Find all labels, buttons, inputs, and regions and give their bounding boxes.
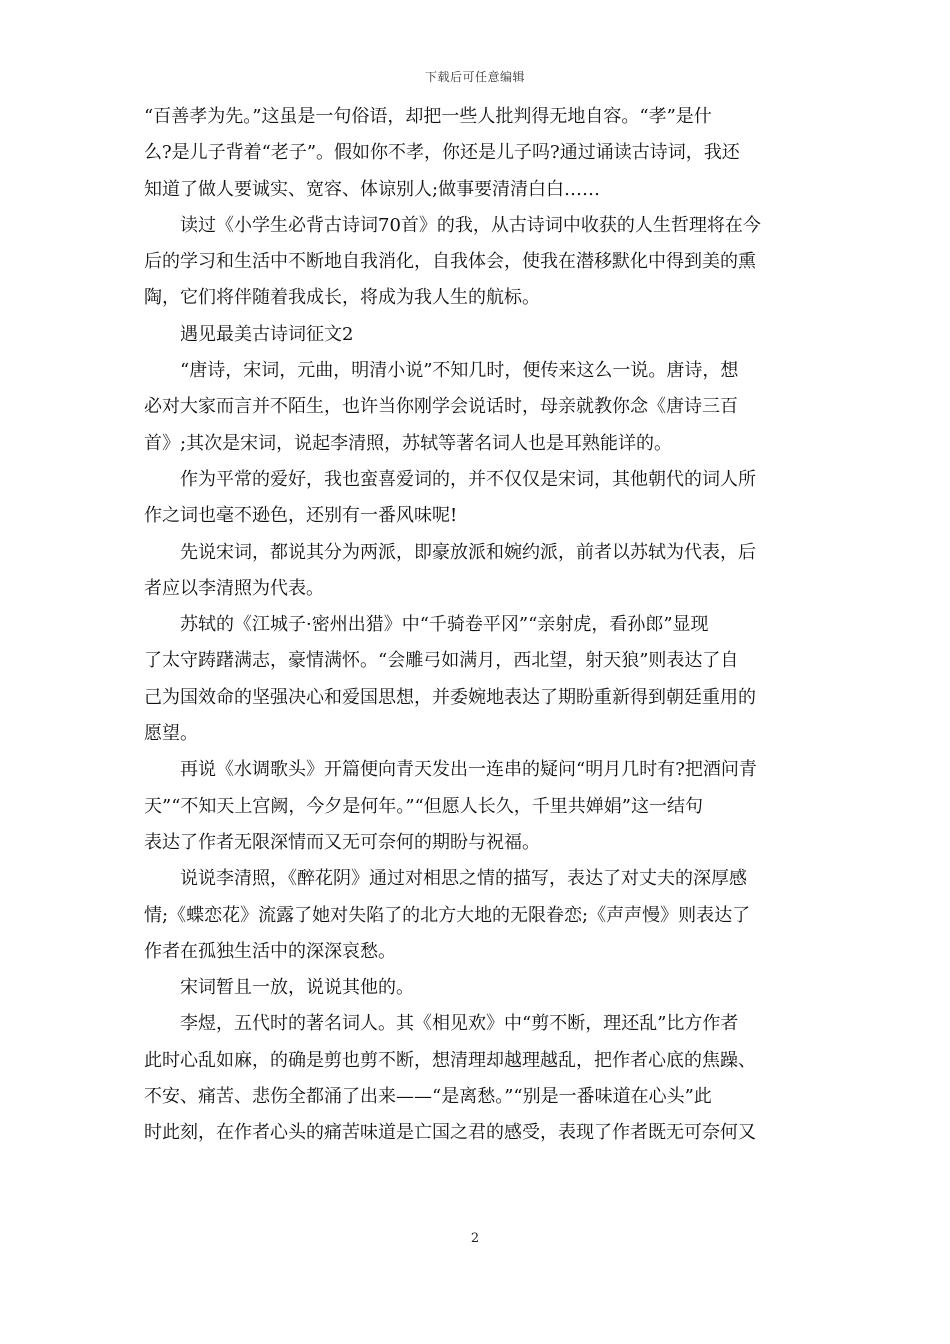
paragraph: “百善孝为先。”这虽是一句俗语，却把一些人批判得无地自容。“孝”是什 么?是儿子背着“老子”。假如你不孝，你还是儿子吗?通过诵读古诗词，我还 知道了做人要诚实、宽容、体谅别人;做事要清清白白…… (144, 106, 740, 200)
section-heading: 遇见最美古诗词征文2 (180, 323, 354, 345)
paragraph: 苏轼的《江城子·密州出猎》中“千骑卷平冈”“亲射虎，看孙郎”显现 了太守踌躇满志，豪情满怀。“会雕弓如满月，西北望，射天狼”则表达了自 己为国效命的坚强决心和爱国思想，并委婉地表达了期盼重新得到朝廷重用的 愿望。 (144, 614, 756, 745)
document-body (144, 99, 807, 1152)
paragraph: “唐诗，宋词，元曲，明清小说”不知几时，便传来这么一说。唐诗，想 必对大家而言并不陌生，也许当你刚学会说话时，母亲就教你念《唐诗三百 首》;其次是宋词，说起李清照，苏轼等著名词人也是耳熟能详的。 (144, 360, 739, 454)
page-number: 2 (470, 1231, 480, 1246)
page-header-note: 下载后可任意编辑 (424, 70, 525, 84)
paragraph: 再说《水调歌头》开篇便向青天发出一连串的疑问“明月几时有?把酒问青 天”“不知天上宫阙，今夕是何年。”“但愿人长久，千里共婵娟”这一结句 表达了作者无限深情而又无可奈何的期盼与祝福。 (144, 759, 757, 853)
paragraph: 先说宋词，都说其分为两派，即豪放派和婉约派，前者以苏轼为代表，后 者应以李清照为代表。 (144, 541, 756, 599)
paragraph: 宋词暂且一放，说说其他的。 (180, 977, 414, 999)
paragraph: 李煜，五代时的著名词人。其《相见欢》中“剪不断，理还乱”比方作者 此时心乱如麻，的确是剪也剪不断，想清理却越理越乱，把作者心底的焦躁、 不安、痛苦、悲伤全都涌了出来——“是离愁。”“别是一番味道在心头”此 时此刻，在作者心头的痛苦味道是亡国之君的感受，表现了作者既无可奈何又 (144, 1013, 756, 1144)
paragraph: 说说李清照，《醉花阴》通过对相思之情的描写，表达了对丈夫的深厚感 情;《蝶恋花》流露了她对失陷了的北方大地的无限眷恋;《声声慢》则表达了 作者在孤独生活中的深深哀愁。 (144, 868, 751, 962)
paragraph: 读过《小学生必背古诗词70首》的我，从古诗词中收获的人生哲理将在今 后的学习和生活中不断地自我消化，自我体会，使我在潜移默化中得到美的熏 陶，它们将伴随着我成长，将成为我人生的航标。 (144, 214, 761, 309)
paragraph: 作为平常的爱好，我也蛮喜爱词的，并不仅仅是宋词，其他朝代的词人所 作之词也毫不逊色，还别有一番风味呢! (144, 468, 756, 527)
